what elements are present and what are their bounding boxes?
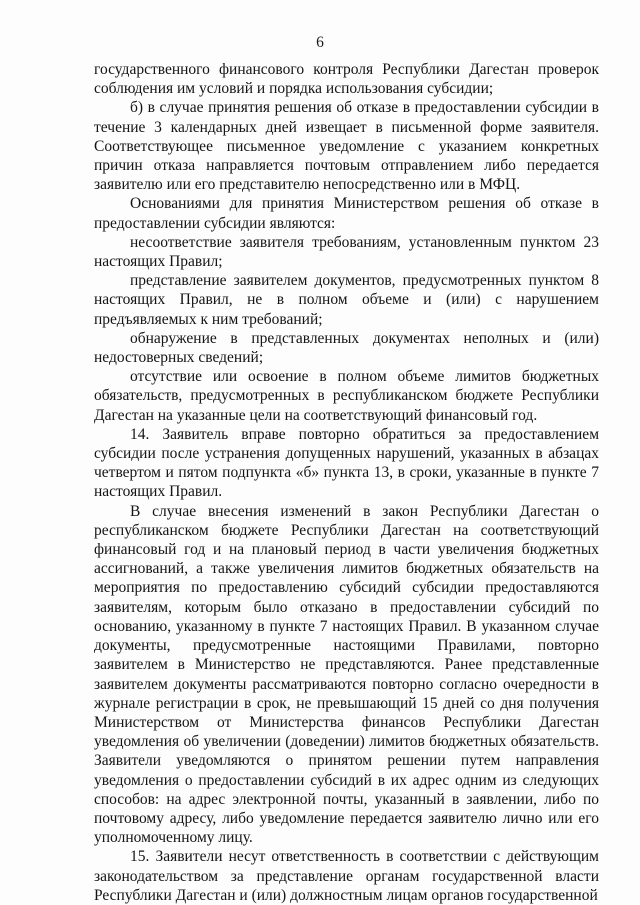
paragraph-item-14: 14. Заявитель вправе повторно обратиться за предоставлением субсидии после устранения допущенных нарушений, указанных в абзацах четвертом и пятом подпункта «б» пункта 13, в сроки, указанные в пункте 7 настоящих Правил. [94, 425, 599, 501]
page-number: 6 [316, 34, 324, 51]
paragraph-refusal-grounds: Основаниями для принятия Министерством решения об отказе в предоставлении субсидии являются: [94, 195, 599, 232]
paragraph-ground-noncompliance: несоответствие заявителя требованиям, установленным пунктом 23 настоящих Правил; [94, 233, 599, 271]
paragraph-ground-budget-limits: отсутствие или освоение в полном объеме лимитов бюджетных обязательств, предусмотренных в республиканском бюджете Республики Дагестан на указанные цели на соответствующий финансовый год. [94, 368, 599, 424]
paragraph-item-15: 15. Заявители несут ответственность в соответствии с действующим законодательством за представление органам государственной власти Республики Дагестан и (или) должностным лицам органов государственной [94, 848, 599, 904]
document-body [94, 60, 599, 905]
paragraph-ground-incomplete-documents: представление заявителем документов, предусмотренных пунктом 8 настоящих Правил, не в полном объеме и (или) с нарушением предъявляемых к ним требований; [94, 272, 599, 328]
paragraph-subitem-b: б) в случае принятия решения об отказе в предоставлении субсидии в течение 3 календарных дней извещает в письменной форме заявителя. Соответствующее письменное уведомление с указанием конкретных причин отказа направляется почтовым отправлением либо передается заявителю или его представителю непосредственно или в МФЦ. [94, 99, 599, 194]
paragraph-continuation: государственного финансового контроля Республики Дагестан проверок соблюдения им условий и порядка использования субсидии; [94, 61, 599, 98]
paragraph-ground-false-information: обнаружение в представленных документах неполных и (или) недостоверных сведений; [94, 329, 599, 367]
paragraph-budget-changes: В случае внесения изменений в закон Республики Дагестан о республиканском бюджете Республики Дагестан на соответствующий финансовый год и на плановый период в части увеличения бюджетных ассигнований, а также увеличения лимитов бюджетных обязательств на мероприятия по предоставлению субсидий субсидии предоставляются заявителям, которым было отказано в предоставлении субсидий по основанию, указанному в пункте 7 настоящих Правил. В указанном случае документы, предусмотренные настоящими Правилами, повторно заявителем в Министерство не представляются. Ранее представленные заявителем документы рассматриваются повторно согласно очередности в журнале регистрации в срок, не превышающий 15 дней со дня получения Министерством от Министерства финансов Республики Дагестан уведомления об увеличении (доведении) лимитов бюджетных обязательств. Заявители уведомляются о принятом решении путем направления уведомления о предоставлении субсидий в их адрес одним из следующих способов: на адрес электронной почты, указанный в заявлении, либо по почтовому адресу, либо уведомление передается заявителю лично или его уполномоченному лицу. [94, 502, 599, 847]
